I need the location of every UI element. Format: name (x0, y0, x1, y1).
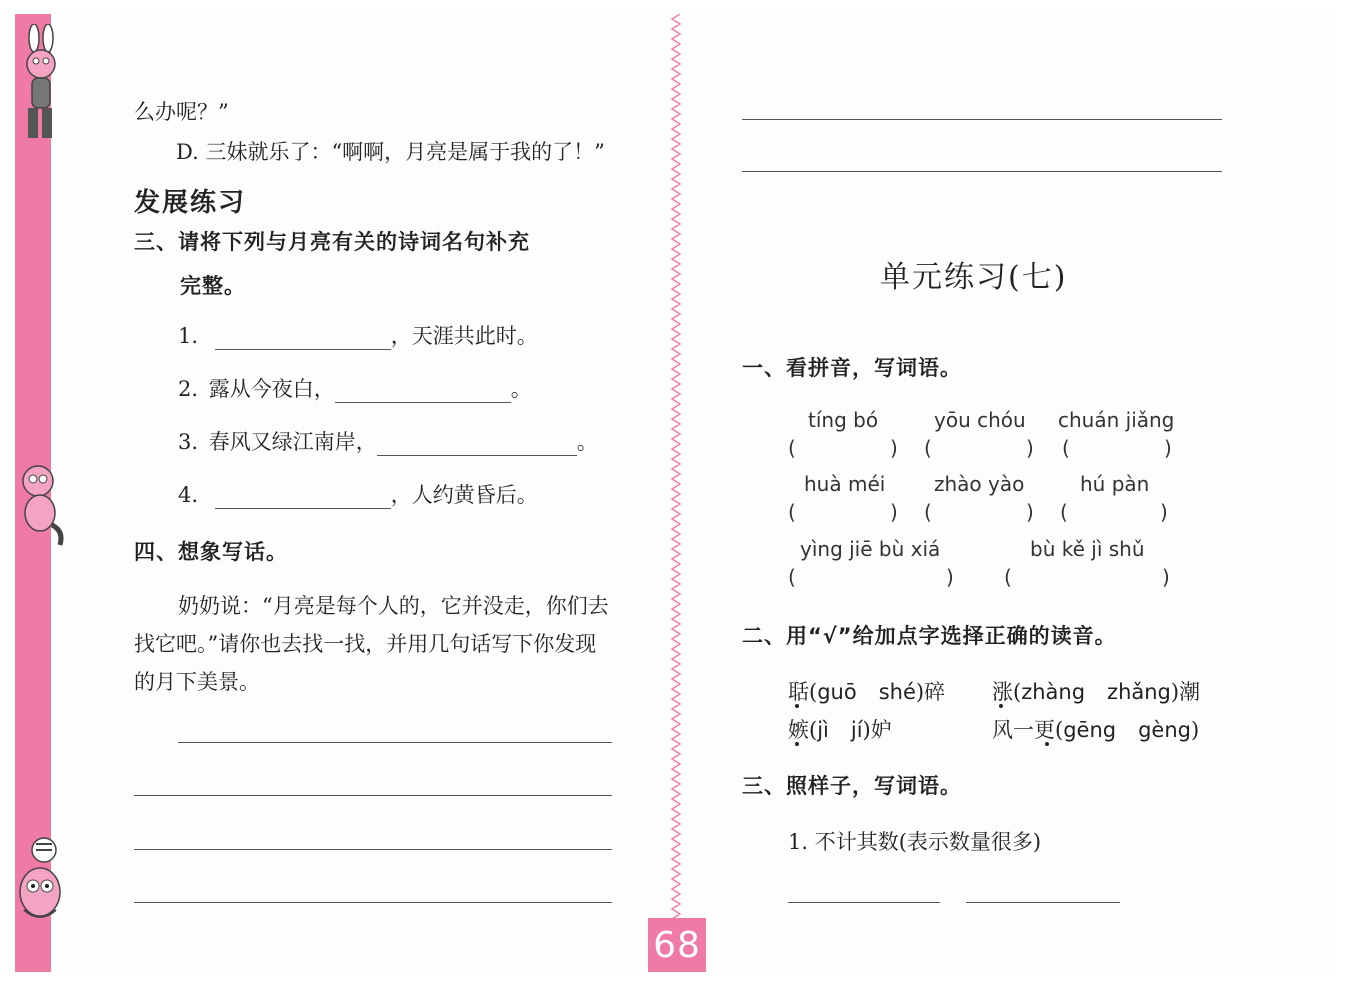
poem-item-3 (178, 426, 598, 456)
answer-box-close: ) (1162, 565, 1170, 589)
option-d-text: D. 三妹就乐了：“啊啊，月亮是属于我的了！” (176, 140, 605, 164)
choice-char: )碎 (915, 680, 946, 704)
reading-choice-item (992, 676, 1200, 706)
poem-blank-3[interactable] (377, 455, 577, 456)
reading-choice-item (788, 714, 892, 744)
question-3-title: 三、请将下列与月亮有关的诗词名句补充 (134, 230, 530, 254)
item-number: 3. (178, 430, 199, 454)
writing-line[interactable] (966, 902, 1120, 903)
poem-blank-4[interactable] (215, 508, 391, 509)
poem-item-1 (178, 320, 538, 350)
reading-option[interactable]: shé (878, 680, 916, 704)
writing-line[interactable] (134, 902, 612, 903)
page-divider (668, 14, 684, 954)
writing-line[interactable] (134, 795, 612, 796)
answer-box-open: ( (1062, 436, 1070, 460)
answer-box-close: ) (890, 500, 898, 524)
reading-option[interactable]: jí (850, 718, 863, 742)
answer-box-open: ( (924, 436, 932, 460)
pinyin-label: huà méi (804, 472, 886, 496)
writing-line[interactable] (788, 902, 940, 903)
poem-text: ，天涯共此时。 (390, 324, 538, 348)
pinyin-label: bù kě jì shǔ (1030, 537, 1145, 561)
prompt-paragraph-line: 找它吧。”请你也去找一找，并用几句话写下你发现 (134, 632, 597, 656)
choice-char: 嫉( (788, 718, 818, 742)
poem-text: ，人约黄昏后。 (390, 483, 538, 507)
poem-item-2 (178, 373, 532, 403)
rabbit-icon (14, 24, 66, 144)
prompt-paragraph-line: 的月下美景。 (134, 670, 260, 694)
emphasis-dot (795, 704, 799, 708)
item-number: 2. (178, 377, 199, 401)
writing-line[interactable] (742, 119, 1222, 120)
answer-box-close: ) (1164, 436, 1172, 460)
page-number: 68 (648, 918, 706, 972)
pinyin-label: chuán jiǎng (1058, 408, 1175, 432)
tiger-icon (14, 830, 66, 940)
poem-blank-1[interactable] (215, 349, 391, 350)
right-question-2-title: 二、用“√”给加点字选择正确的读音。 (742, 624, 1117, 648)
choice-char: 涨( (992, 680, 1022, 704)
right-question-1-title: 一、看拼音，写词语。 (742, 356, 962, 380)
pinyin-label: yōu chóu (934, 408, 1026, 432)
question-4-title: 四、想象写话。 (134, 540, 288, 564)
writing-line[interactable] (134, 849, 612, 850)
poem-text: 露从今夜白， (208, 377, 335, 401)
answer-box-open: ( (1060, 500, 1068, 524)
answer-box-close: ) (946, 565, 954, 589)
choice-char: )潮 (1170, 680, 1201, 704)
answer-box-open: ( (788, 500, 796, 524)
answer-box-open: ( (788, 565, 796, 589)
answer-box-open: ( (924, 500, 932, 524)
emphasis-dot (795, 742, 799, 746)
poem-item-4 (178, 479, 538, 509)
poem-blank-2[interactable] (335, 402, 511, 403)
reading-choice-item (788, 676, 945, 706)
answer-box-open: ( (1004, 565, 1012, 589)
pinyin-label: zhào yào (934, 472, 1025, 496)
writing-line[interactable] (178, 742, 612, 743)
choice-char: 聒( (788, 680, 818, 704)
emphasis-dot (999, 704, 1003, 708)
choice-char: 风一更( (992, 718, 1064, 742)
item-number: 1. (178, 324, 199, 348)
story-continued-text: 么办呢？” (134, 100, 229, 124)
right-question-3-title: 三、照样子，写词语。 (742, 774, 962, 798)
choice-char: ) (1190, 718, 1200, 742)
answer-box-close: ) (890, 436, 898, 460)
reading-option[interactable]: zhǎng (1107, 680, 1171, 704)
example-text: 1. 不计其数(表示数量很多) (788, 830, 1042, 854)
answer-box-close: ) (1160, 500, 1168, 524)
question-3-title-cont: 完整。 (180, 274, 246, 298)
pinyin-label: hú pàn (1080, 472, 1150, 496)
reading-option[interactable]: gèng (1138, 718, 1191, 742)
prompt-paragraph-line: 奶奶说：“月亮是每个人的，它并没走，你们去 (178, 594, 609, 618)
pinyin-label: yìng jiē bù xiá (800, 537, 941, 561)
answer-box-close: ) (1026, 436, 1034, 460)
answer-box-close: ) (1026, 500, 1034, 524)
writing-line[interactable] (742, 171, 1222, 172)
answer-box-open: ( (788, 436, 796, 460)
reading-choice-item (992, 714, 1199, 744)
poem-text: 。 (576, 430, 598, 454)
item-number: 4. (178, 483, 199, 507)
reading-option[interactable]: guō (817, 680, 857, 704)
reading-option[interactable]: jì (817, 718, 829, 742)
section-title: 发展练习 (134, 188, 247, 218)
emphasis-dot (1045, 742, 1049, 746)
pinyin-label: tíng bó (808, 408, 879, 432)
poem-text: 。 (510, 377, 532, 401)
choice-char: )妒 (862, 718, 892, 742)
reading-option[interactable]: zhàng (1021, 680, 1086, 704)
poem-text: 春风又绿江南岸， (208, 430, 377, 454)
reading-option[interactable]: gēng (1063, 718, 1117, 742)
unit-title: 单元练习(七) (880, 260, 1068, 295)
raccoon-icon (14, 455, 66, 550)
